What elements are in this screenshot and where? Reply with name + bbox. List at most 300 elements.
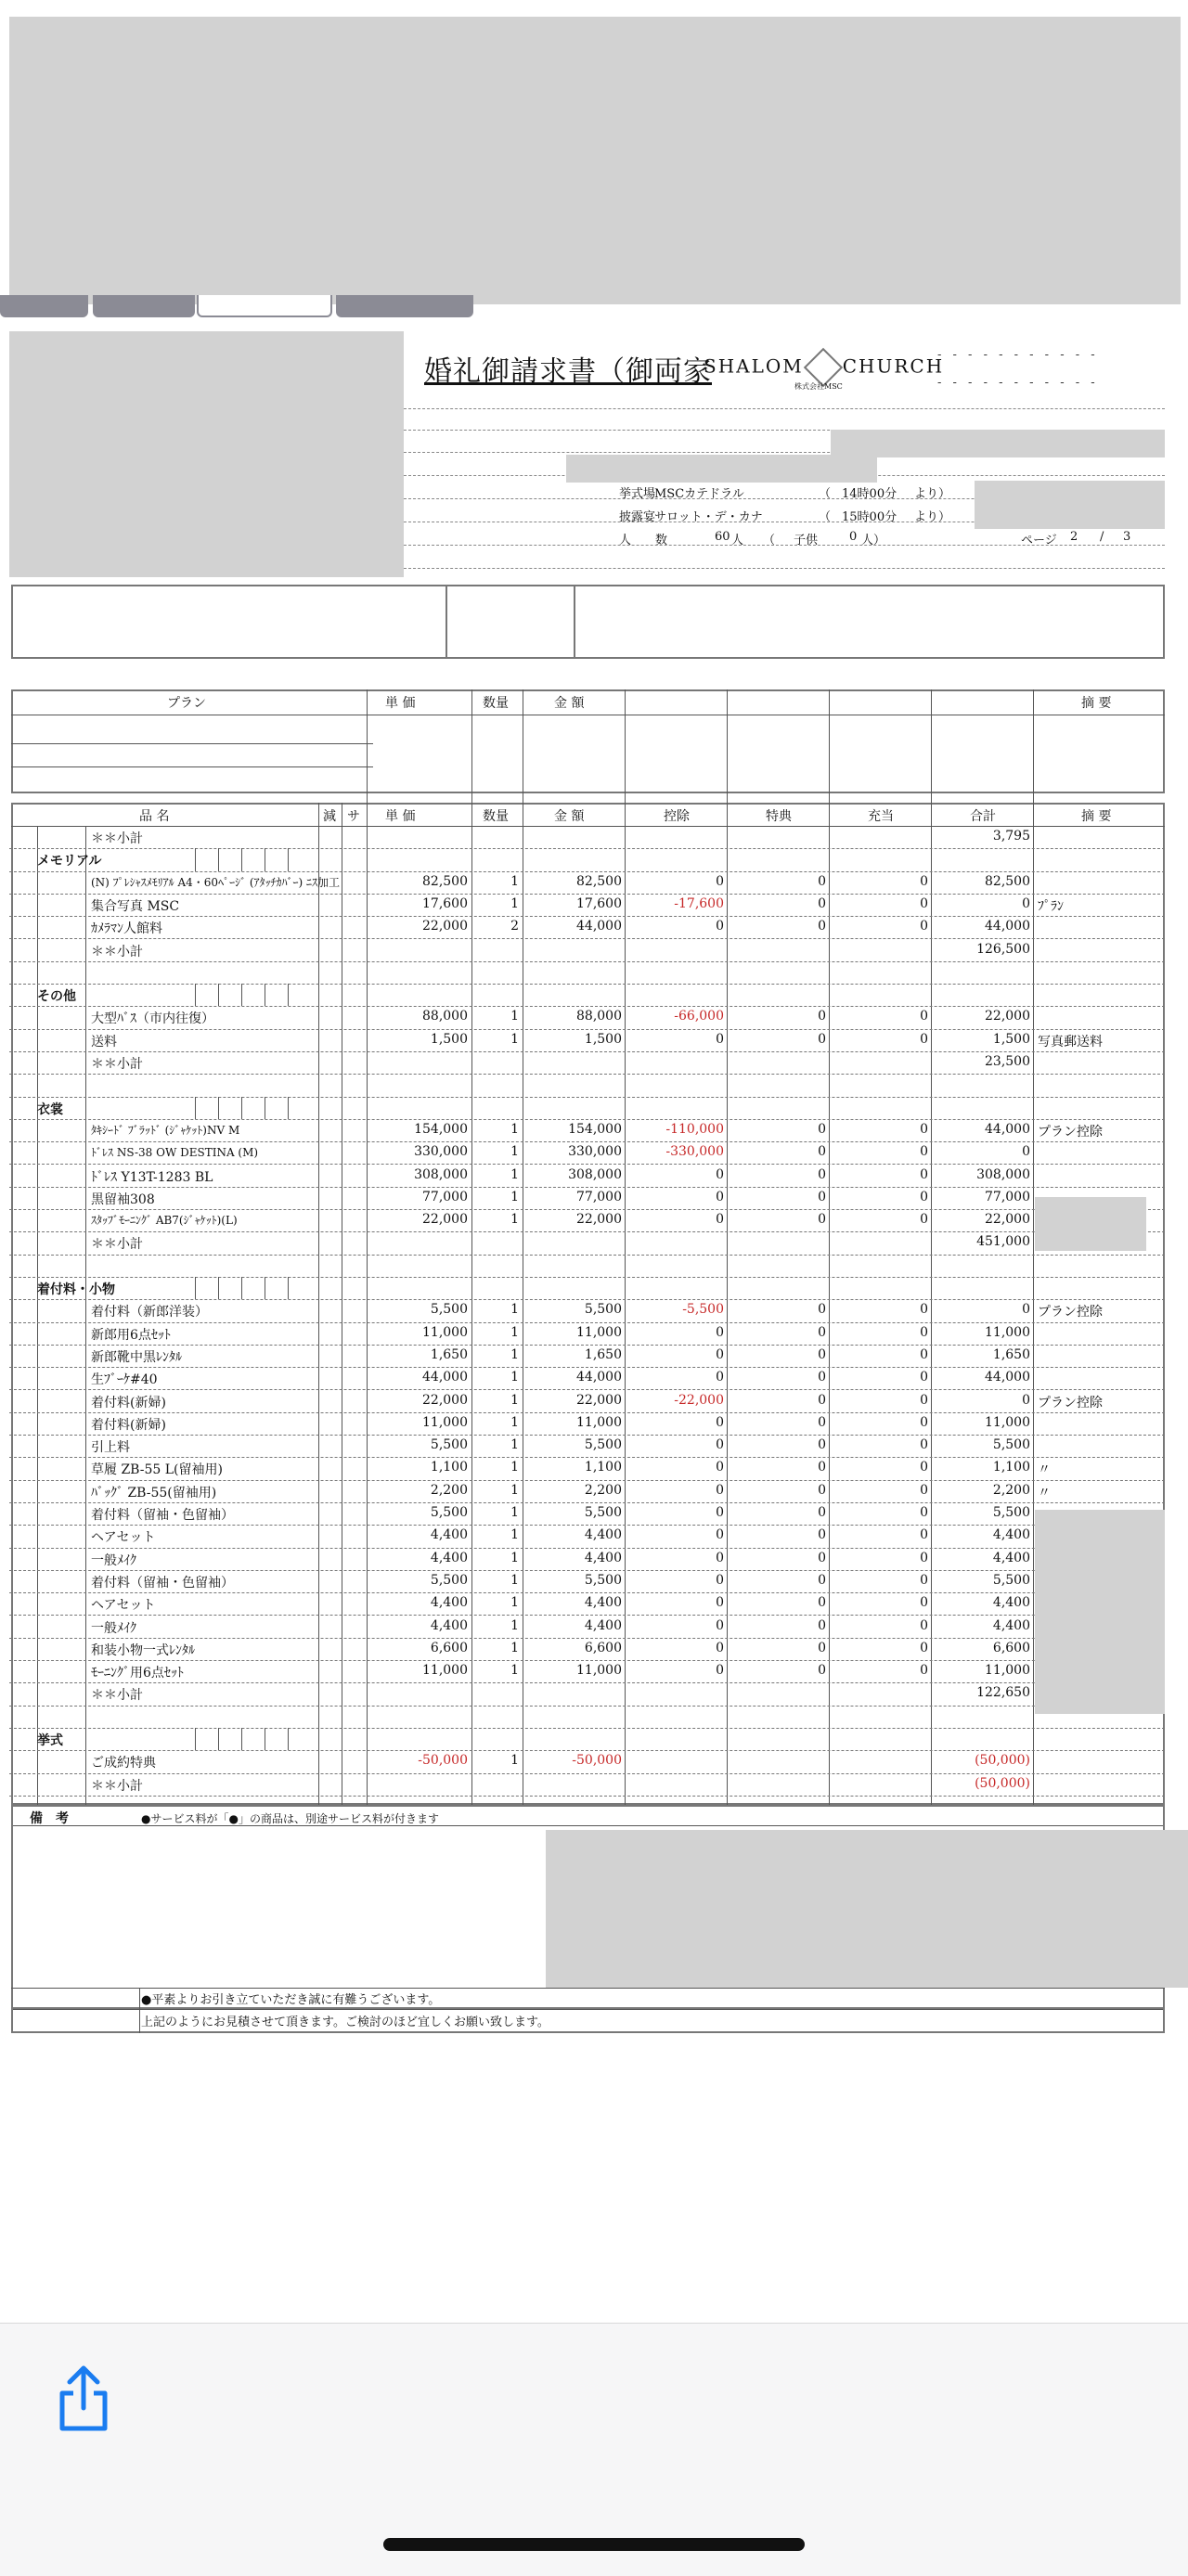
cell-qty: 1	[510, 1166, 519, 1182]
cell-qty: 1	[510, 1505, 519, 1520]
document-title: 婚礼御請求書（御両家	[424, 355, 712, 388]
table-row	[9, 1480, 1165, 1502]
cell-apply: 0	[920, 1144, 928, 1160]
cell-deduct: 0	[716, 1370, 724, 1385]
cell-total: 11,000	[985, 1663, 1030, 1679]
cell-total: 122,650	[976, 1685, 1030, 1701]
cell-deduct: 0	[716, 1572, 724, 1588]
cell-apply: 0	[920, 1617, 928, 1633]
cell-benefit: 0	[818, 1437, 826, 1453]
cell-name: 着付料(新婦)	[91, 1395, 166, 1410]
cell-qty: 1	[510, 1527, 519, 1543]
cell-apply: 0	[920, 1121, 928, 1137]
cell-deduct: 0	[716, 1640, 724, 1655]
cell-amount: 44,000	[576, 1370, 622, 1385]
cell-apply: 0	[920, 1302, 928, 1318]
cell-name: ヘアセット	[91, 1598, 156, 1614]
share-button[interactable]	[51, 2362, 116, 2436]
table-row	[9, 939, 1165, 961]
table-row	[9, 1525, 1165, 1547]
cell-benefit: 0	[818, 1527, 826, 1543]
cell-unit: 330,000	[414, 1144, 468, 1160]
table-row	[9, 1299, 1165, 1321]
cell-total: 0	[1022, 1392, 1030, 1408]
cell-unit: 22,000	[422, 919, 468, 934]
cell-name: ヘアセット	[91, 1530, 156, 1546]
cell-qty: 1	[510, 1572, 519, 1588]
table-row	[9, 1616, 1165, 1638]
table-row	[9, 1638, 1165, 1660]
cell-amount: 6,600	[584, 1640, 622, 1655]
table-row	[9, 1592, 1165, 1615]
cell-qty: 1	[510, 1302, 519, 1318]
cell-benefit: 0	[818, 1617, 826, 1633]
table-row	[9, 916, 1165, 938]
cell-qty: 1	[510, 1031, 519, 1047]
cell-unit: 2,200	[430, 1482, 468, 1498]
cell-total: 5,500	[992, 1437, 1030, 1453]
cell-benefit: 0	[818, 1414, 826, 1430]
cell-name: 一般ﾒｲｸ	[91, 1552, 136, 1568]
cell-benefit: 0	[818, 1031, 826, 1047]
table-row	[9, 1706, 1165, 1728]
cell-amount: 11,000	[576, 1663, 622, 1679]
col-apply: 充当	[868, 809, 894, 824]
cell-name: 着付料（留袖・色留袖）	[91, 1508, 234, 1523]
cell-qty: 1	[510, 1617, 519, 1633]
cell-total: 0	[1022, 1144, 1030, 1160]
cell-name: 引上料	[91, 1440, 130, 1456]
tab-estimate[interactable]	[0, 295, 88, 317]
home-indicator[interactable]	[383, 2538, 805, 2551]
cell-name: 送料	[91, 1034, 117, 1050]
cell-unit: 154,000	[414, 1121, 468, 1137]
cell-deduct: 0	[716, 1663, 724, 1679]
cell-deduct: 0	[716, 1189, 724, 1204]
cell-total: 44,000	[985, 919, 1030, 934]
table-row	[9, 1209, 1165, 1231]
redacted-note-1	[1035, 1197, 1146, 1251]
cell-qty: 1	[510, 1595, 519, 1611]
cell-benefit: 0	[818, 1595, 826, 1611]
redacted-date-field	[831, 430, 1165, 457]
cell-qty: 1	[510, 1392, 519, 1408]
cell-name: ＊＊小計	[91, 1057, 143, 1072]
remarks-label: 備 考	[30, 1811, 69, 1826]
cell-amount: 77,000	[576, 1189, 622, 1204]
ceremony-from: より）	[914, 487, 951, 501]
cell-name: 着付料(新婦)	[91, 1417, 166, 1433]
cell-amount: 2,200	[584, 1482, 622, 1498]
cell-note: 〃	[1038, 1462, 1051, 1478]
cell-benefit: 0	[818, 1505, 826, 1520]
table-row	[9, 1660, 1165, 1682]
tab-detail-2-left[interactable]	[93, 295, 195, 317]
cell-deduct: 0	[716, 919, 724, 934]
cell-name: ﾄﾞﾚｽ NS-38 OW DESTINA (M)	[91, 1146, 259, 1160]
cell-name: 集合写真 MSC	[91, 898, 180, 914]
table-row	[9, 1345, 1165, 1367]
cell-amount: 1,650	[584, 1346, 622, 1362]
cell-qty: 1	[510, 1460, 519, 1475]
sheet-tabs	[0, 295, 483, 317]
cell-apply: 0	[920, 1324, 928, 1340]
cell-benefit: 0	[818, 1302, 826, 1318]
cell-note: 〃	[1038, 1485, 1051, 1501]
cell-total: 308,000	[976, 1166, 1030, 1182]
cell-benefit: 0	[818, 1121, 826, 1137]
cell-apply: 0	[920, 1031, 928, 1047]
cell-total: 1,100	[992, 1460, 1030, 1475]
children-unit: 人）	[861, 534, 886, 547]
cell-deduct: 0	[716, 873, 724, 889]
cell-deduct: 0	[716, 1617, 724, 1633]
reception-time: 15時00分	[842, 510, 897, 524]
cell-deduct: 0	[716, 1550, 724, 1565]
redacted-note-2	[1035, 1510, 1165, 1714]
cell-benefit: 0	[818, 1144, 826, 1160]
plan-col-note: 摘 要	[1081, 696, 1112, 711]
table-row	[9, 1141, 1165, 1164]
cell-apply: 0	[920, 1505, 928, 1520]
cell-amount: 88,000	[576, 1009, 622, 1024]
cell-total: 77,000	[985, 1189, 1030, 1204]
cell-qty: 1	[510, 1663, 519, 1679]
cell-benefit: 0	[818, 1392, 826, 1408]
cell-total: 4,400	[992, 1617, 1030, 1633]
cell-benefit: 0	[818, 1324, 826, 1340]
cell-name: 黒留袖308	[91, 1191, 155, 1207]
cell-qty: 1	[510, 1121, 519, 1137]
cell-apply: 0	[920, 1212, 928, 1228]
cell-total: 44,000	[985, 1121, 1030, 1137]
cell-apply: 0	[920, 1392, 928, 1408]
cell-name: ﾓｰﾆﾝｸﾞ用6点ｾｯﾄ	[91, 1666, 184, 1681]
cell-qty: 1	[510, 1324, 519, 1340]
cell-amount: 4,400	[584, 1617, 622, 1633]
cell-unit: 1,650	[430, 1346, 468, 1362]
cell-amount: 11,000	[576, 1414, 622, 1430]
cell-total: 4,400	[992, 1527, 1030, 1543]
table-row	[9, 1367, 1165, 1389]
cell-benefit: 0	[818, 895, 826, 911]
cell-name: ﾀｷｼｰﾄﾞ ﾌﾞﾗｯﾄﾞ (ｼﾞｬｹｯﾄ)NV M	[91, 1123, 240, 1137]
cell-qty: 1	[510, 1437, 519, 1453]
cell-unit: 17,600	[422, 895, 468, 911]
table-row	[9, 1119, 1165, 1141]
cell-benefit: 0	[818, 1166, 826, 1182]
cell-apply: 0	[920, 1527, 928, 1543]
ceremony-time: 14時00分	[842, 487, 897, 501]
section-row	[9, 1277, 1165, 1299]
cell-amount: 22,000	[576, 1392, 622, 1408]
cell-name: ＊＊小計	[91, 1778, 143, 1794]
section-row	[9, 848, 1165, 870]
cell-name: 生ﾌﾞｰｹ#40	[91, 1372, 158, 1388]
table-row	[9, 1773, 1165, 1796]
table-row	[9, 1457, 1165, 1479]
cell-apply: 0	[920, 1595, 928, 1611]
share-icon	[51, 2362, 116, 2436]
cell-amount: 4,400	[584, 1550, 622, 1565]
cell-name: 和装小物一式ﾚﾝﾀﾙ	[91, 1642, 195, 1658]
cell-apply: 0	[920, 1414, 928, 1430]
cell-total: 11,000	[985, 1324, 1030, 1340]
section-row	[9, 1728, 1165, 1750]
cell-unit: 11,000	[422, 1663, 468, 1679]
cell-unit: 11,000	[422, 1414, 468, 1430]
cell-unit: 77,000	[422, 1189, 468, 1204]
cell-amount: 22,000	[576, 1212, 622, 1228]
section-label: その他	[37, 989, 76, 1005]
cell-unit: -50,000	[418, 1753, 468, 1769]
section-row	[9, 1097, 1165, 1119]
table-row	[9, 1165, 1165, 1187]
cell-total: 4,400	[992, 1550, 1030, 1565]
ceremony-label: 挙式場	[619, 487, 656, 501]
cell-apply: 0	[920, 1572, 928, 1588]
cell-amount: 4,400	[584, 1595, 622, 1611]
cell-benefit: 0	[818, 1189, 826, 1204]
cell-total: 82,500	[985, 873, 1030, 889]
cell-qty: 1	[510, 1212, 519, 1228]
cell-name: ｶﾒﾗﾏﾝ人館料	[91, 921, 162, 937]
cell-total: 22,000	[985, 1212, 1030, 1228]
tab-detail-3[interactable]	[336, 295, 473, 317]
brand-logo: SHALOM CHURCH 株式会社MSC	[704, 354, 944, 381]
cell-unit: 5,500	[430, 1437, 468, 1453]
children-label: 子供	[794, 534, 819, 547]
cell-name: ｽﾀｯﾌﾞﾓｰﾆﾝｸﾞ AB7(ｼﾞｬｹｯﾄ)(L)	[91, 1214, 238, 1228]
col-total: 合計	[970, 809, 996, 824]
reception-value: サロット・デ・カナ	[654, 510, 763, 524]
cell-total: 0	[1022, 1302, 1030, 1318]
cell-note: ﾌﾟﾗﾝ	[1038, 898, 1064, 914]
cell-qty: 1	[510, 1189, 519, 1204]
table-row	[9, 1051, 1165, 1074]
cell-total: 0	[1022, 895, 1030, 911]
cell-apply: 0	[920, 1166, 928, 1182]
section-label: 衣裳	[37, 1101, 63, 1117]
cell-name: ＊＊小計	[91, 831, 143, 846]
cell-amount: 154,000	[568, 1121, 622, 1137]
cell-total: 2,200	[992, 1482, 1030, 1498]
cell-benefit: 0	[818, 1370, 826, 1385]
cell-deduct: 0	[716, 1031, 724, 1047]
cell-name: ＊＊小計	[91, 1237, 143, 1253]
cell-qty: 1	[510, 873, 519, 889]
cell-deduct: -17,600	[674, 895, 724, 911]
cell-name: 着付料（新郎洋装）	[91, 1305, 208, 1320]
page-label: ページ	[1021, 534, 1057, 547]
col-deduct: 控除	[664, 809, 690, 824]
cell-apply: 0	[920, 1460, 928, 1475]
cell-deduct: 0	[716, 1346, 724, 1362]
col-benefit: 特典	[766, 809, 792, 824]
cell-unit: 6,600	[430, 1640, 468, 1655]
cell-amount: -50,000	[572, 1753, 622, 1769]
cell-deduct: -110,000	[665, 1121, 724, 1137]
table-row	[9, 1074, 1165, 1096]
cell-deduct: -330,000	[665, 1144, 724, 1160]
reception-label: 披露宴	[619, 510, 656, 524]
cell-qty: 1	[510, 895, 519, 911]
cell-name: ﾄﾞﾚｽ Y13T-1283 BL	[91, 1169, 213, 1185]
cell-apply: 0	[920, 1640, 928, 1655]
thanks-line-1: ●平素よりお引き立ていただき誠に有難うございます。	[141, 1993, 441, 2007]
cell-note: プラン控除	[1038, 1395, 1103, 1410]
table-row	[9, 961, 1165, 984]
cell-total: 126,500	[976, 941, 1030, 957]
cell-amount: 330,000	[568, 1144, 622, 1160]
cell-name: 新郎用6点ｾｯﾄ	[91, 1327, 171, 1343]
cell-total: (50,000)	[975, 1775, 1030, 1791]
cell-deduct: -22,000	[674, 1392, 724, 1408]
cell-qty: 1	[510, 1550, 519, 1565]
ceremony-value: MSCカテドラル	[654, 487, 744, 501]
redacted-customer-block	[9, 331, 404, 577]
redacted-name-field	[566, 455, 877, 483]
table-row	[9, 1435, 1165, 1457]
cell-qty: 1	[510, 1346, 519, 1362]
cell-qty: 1	[510, 1482, 519, 1498]
cell-name: 草履 ZB-55 L(留袖用)	[91, 1462, 223, 1478]
cell-benefit: 0	[818, 919, 826, 934]
cell-deduct: 0	[716, 1166, 724, 1182]
cell-deduct: 0	[716, 1595, 724, 1611]
tab-detail-2[interactable]	[197, 295, 332, 317]
table-row	[9, 1255, 1165, 1277]
cell-note: プラン控除	[1038, 1305, 1103, 1320]
cell-amount: 1,500	[584, 1031, 622, 1047]
cell-apply: 0	[920, 873, 928, 889]
cell-qty: 2	[510, 919, 519, 934]
cell-total: 6,600	[992, 1640, 1030, 1655]
col-reduce: 減	[323, 809, 336, 824]
cell-unit: 4,400	[430, 1527, 468, 1543]
page-sep: /	[1100, 530, 1104, 544]
table-row	[9, 1231, 1165, 1254]
table-row	[9, 1390, 1165, 1412]
cell-deduct: 0	[716, 1482, 724, 1498]
cell-apply: 0	[920, 1663, 928, 1679]
cell-qty: 1	[510, 1009, 519, 1024]
cell-apply: 0	[920, 1189, 928, 1204]
cell-amount: 5,500	[584, 1505, 622, 1520]
cell-unit: 22,000	[422, 1212, 468, 1228]
col-unit: 単 価	[385, 809, 416, 824]
cell-unit: 11,000	[422, 1324, 468, 1340]
table-row	[9, 894, 1165, 916]
cell-deduct: 0	[716, 1505, 724, 1520]
cell-apply: 0	[920, 1550, 928, 1565]
cell-total: 11,000	[985, 1414, 1030, 1430]
cell-qty: 1	[510, 1753, 519, 1769]
cell-unit: 308,000	[414, 1166, 468, 1182]
table-row	[9, 1412, 1165, 1435]
table-row	[9, 1548, 1165, 1570]
cell-benefit: 0	[818, 1640, 826, 1655]
table-row	[9, 1502, 1165, 1525]
cell-amount: 82,500	[576, 873, 622, 889]
guests-value: 60	[715, 530, 730, 544]
cell-name: ＊＊小計	[91, 944, 143, 960]
cell-amount: 5,500	[584, 1437, 622, 1453]
cell-name: 大型ﾊﾞｽ（市内往復）	[91, 1011, 214, 1027]
cell-total: 1,650	[992, 1346, 1030, 1362]
cell-note: プラン控除	[1038, 1124, 1103, 1140]
cell-apply: 0	[920, 1370, 928, 1385]
table-row	[9, 1750, 1165, 1772]
cell-unit: 4,400	[430, 1617, 468, 1633]
cell-amount: 308,000	[568, 1166, 622, 1182]
section-label: 着付料・小物	[37, 1282, 115, 1297]
page-current: 2	[1070, 530, 1078, 544]
cell-total: 23,500	[985, 1054, 1030, 1069]
cell-total: 44,000	[985, 1370, 1030, 1385]
cell-amount: 4,400	[584, 1527, 622, 1543]
table-row	[9, 826, 1165, 848]
table-row	[9, 1187, 1165, 1209]
cell-unit: 4,400	[430, 1550, 468, 1565]
cell-total: 451,000	[976, 1234, 1030, 1250]
col-note: 摘 要	[1081, 809, 1112, 824]
cell-deduct: 0	[716, 1460, 724, 1475]
children-value: 0	[849, 530, 858, 544]
cell-unit: 82,500	[422, 873, 468, 889]
table-row	[9, 1006, 1165, 1028]
cell-apply: 0	[920, 1346, 928, 1362]
cell-deduct: -66,000	[674, 1009, 724, 1024]
cell-total: (50,000)	[975, 1753, 1030, 1769]
cell-unit: 5,500	[430, 1572, 468, 1588]
cell-unit: 44,000	[422, 1370, 468, 1385]
cell-deduct: -5,500	[682, 1302, 724, 1318]
cell-total: 3,795	[992, 829, 1030, 844]
cell-apply: 0	[920, 1437, 928, 1453]
cell-apply: 0	[920, 895, 928, 911]
cell-note: 写真郵送料	[1038, 1034, 1103, 1050]
cell-unit: 5,500	[430, 1505, 468, 1520]
cell-name: 着付料（留袖・色留袖）	[91, 1575, 234, 1591]
col-name: 品 名	[139, 809, 170, 824]
table-row	[9, 1029, 1165, 1051]
service-note: ●サービス料が「●」の商品は、別途サービス料が付きます	[141, 1812, 439, 1825]
cell-unit: 22,000	[422, 1392, 468, 1408]
section-label: 挙式	[37, 1733, 63, 1748]
cell-benefit: 0	[818, 1663, 826, 1679]
cell-benefit: 0	[818, 1572, 826, 1588]
cell-apply: 0	[920, 1482, 928, 1498]
col-amount: 金 額	[554, 809, 585, 824]
section-label: メモリアル	[37, 854, 102, 869]
cell-qty: 1	[510, 1414, 519, 1430]
reception-from: より）	[914, 510, 951, 524]
cell-qty: 1	[510, 1640, 519, 1655]
cell-qty: 1	[510, 1370, 519, 1385]
plan-col-unit: 単 価	[385, 696, 416, 711]
cell-name: (N) ﾌﾟﾚｼｬｽﾒﾓﾘｱﾙ A4・60ﾍﾟｰｼﾞ (ｱﾀｯﾁｶﾊﾞｰ) ﾆｽ加工	[91, 875, 341, 889]
cell-unit: 1,500	[430, 1031, 468, 1047]
cell-total: 5,500	[992, 1572, 1030, 1588]
cell-total: 22,000	[985, 1009, 1030, 1024]
redacted-header-area	[9, 17, 1181, 304]
table-row	[9, 871, 1165, 894]
cell-benefit: 0	[818, 1460, 826, 1475]
cell-amount: 5,500	[584, 1572, 622, 1588]
cell-amount: 17,600	[576, 895, 622, 911]
cell-deduct: 0	[716, 1437, 724, 1453]
